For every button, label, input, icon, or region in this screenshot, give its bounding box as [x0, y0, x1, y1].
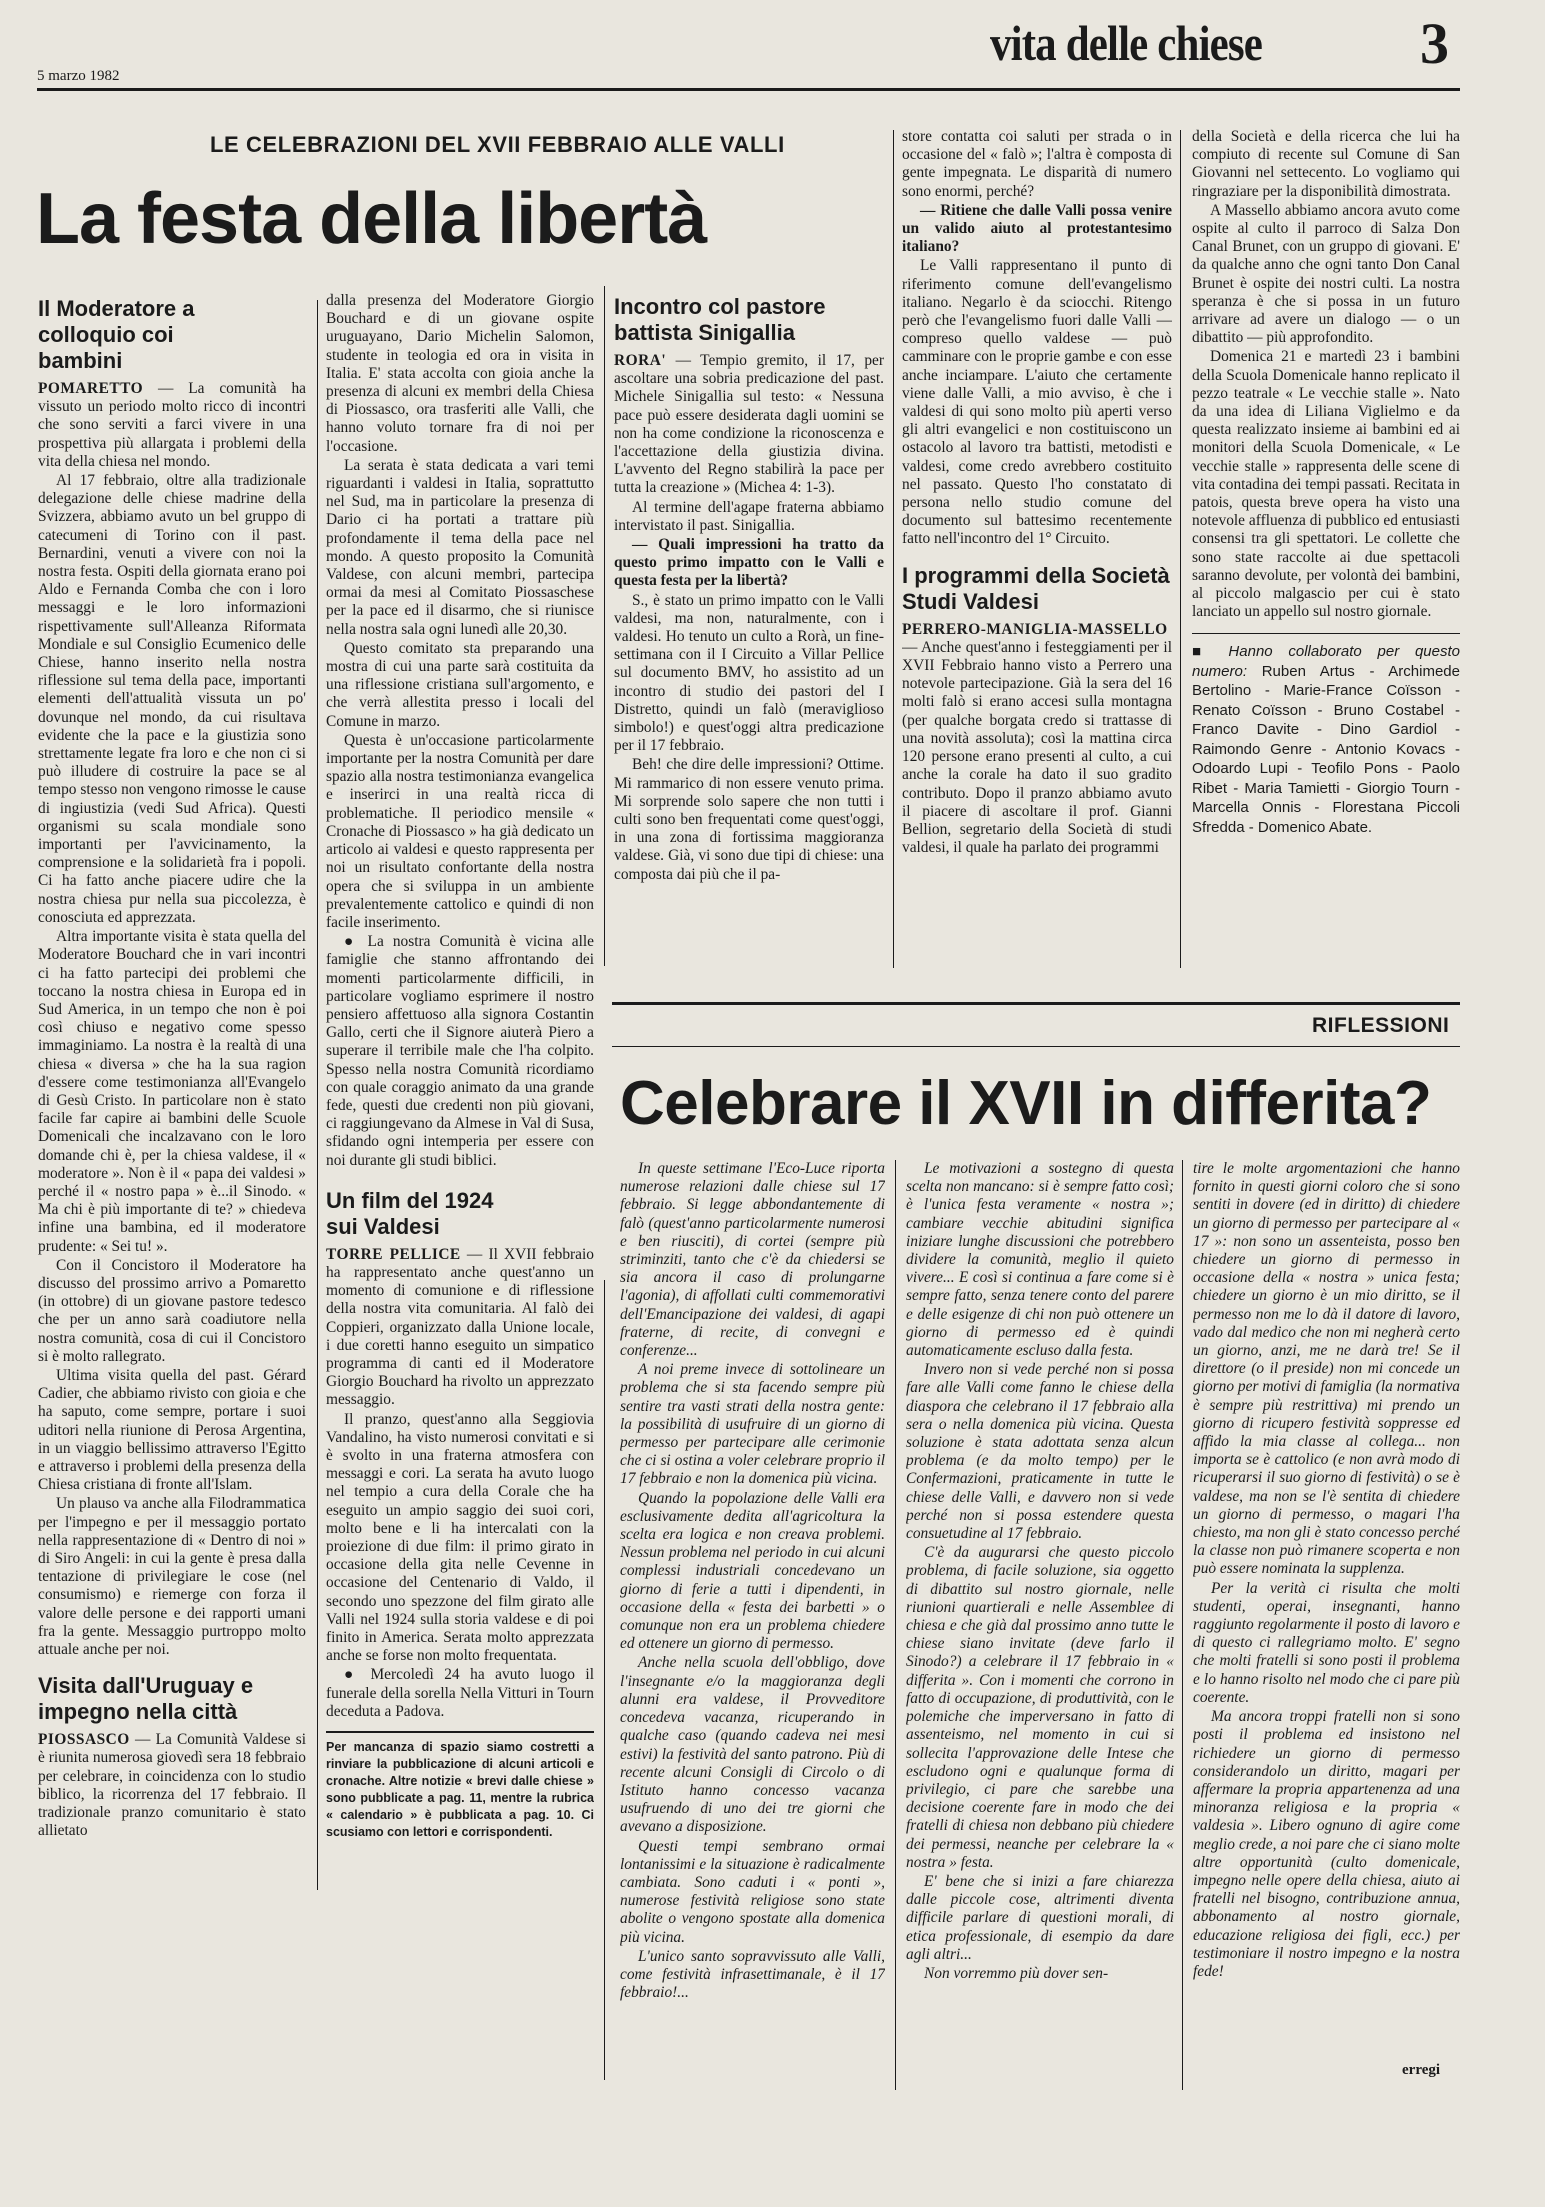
- article-paragraph: Domenica 21 e martedì 23 i bambini della Scuola Domenicale hanno replicato il pezzo teatrale « Le vecchie stalle ». Nato da una idea di Liliana Viglielmo e da questa realizzato insieme ai bambini ed ai monitori della Scuola Domenicale, « Le vecchie stalle » rappresenta delle scene di vita contadina dei tempi passati. Recitata in patois, questa breve opera ha visto una notevole affluenza di pubblico ed entusiasti consensi tra gli spettatori. Le collette che sono state raccolte ai due spettacoli saranno devolute, per volontà dei bambini, al piccolo malgascio per cui è stato lanciato un appello sul nostro giornale.: [1192, 348, 1460, 621]
- kicker: LE CELEBRAZIONI DEL XVII FEBBRAIO ALLE VALLI: [210, 132, 785, 157]
- column-rule: [1180, 130, 1181, 968]
- column-rule: [604, 1280, 605, 2080]
- article-paragraph: La serata è stata dedicata a vari temi riguardanti i valdesi in Italia, soprattutto nel Sud, ma in particolare la presenza di Dario ci ha portati a trattare più profondamente il tema della pace nel mondo. A questo proposito la Comunità Valdese, con alcuni membri, partecipa ormai da mesi al Comitato Piossaschese per la pace ed il disarmo, che si riunisce nella nostra sala ogni lunedì alle 20,30.: [326, 456, 594, 638]
- article-sinigallia: [614, 290, 884, 980]
- article-question: — Quali impressioni ha tratto da questo primo impatto con le Valli e questa festa per la libertà?: [614, 536, 884, 590]
- article-paragraph: Con il Concistoro il Moderatore ha discusso del prossimo arrivo a Pomaretto (in ottobre) di un giovane pastore tedesco che per un anno sarà coadiutore nella nostra comunità, cosa di cui il Concistoro si è molto rallegrato.: [38, 1256, 306, 1365]
- article-paragraph: Un plauso va anche alla Filodrammatica per l'impegno e per il messaggio portato nella rappresentazione di « Dentro di noi » di Siro Angeli: in cui la gente è presa dalla tentazione di privilegiare le cose (nel consumismo) e riemerge con forza il valore delle persone e dei rapporti umani fra la gente. Messaggio purtroppo molto attuale anche per noi.: [38, 1495, 306, 1659]
- section-title: vita delle chiese: [990, 15, 1262, 71]
- headline: La festa della libertà: [36, 179, 707, 259]
- article-paragraph: L'unico santo sopravvissuto alle Valli, come festività infrasettimanale, è il 17 febbraio!...: [620, 1947, 885, 2002]
- article-paragraph: Le Valli rappresentano il punto di riferimento comune dell'evangelismo italiano. Negarlo è da sciocchi. Ritengo però che l'evangelismo fuori dalle Valli — compreso quello valdese — può camminare con le proprie gambe e con esse anche inciampare. L'aiuto che certamente viene dalle Valli, a mio avviso, è che i valdesi di qui sono molto più aperti verso gli altri evangelici e non costituiscono un ostacolo al lavoro tra battisti, metodisti e valdesi, come credo avrebbero costituito nel passato. Questo l'ho constatato di persona nello studio comune del documento sul battesimo recentemente fatto nell'incontro del 1° Circuito.: [902, 257, 1172, 548]
- article-paragraph: Beh! che dire delle impressioni? Ottime. Mi rammarico di non essere venuto prima. Mi sorprende solo sapere che non tutti i culti sono ben frequentati come quest'oggi, in una zona di fortissima maggioranza valdese. Già, vi sono due tipi di chiese: una composta dai più che il pa-: [614, 756, 884, 883]
- article-paragraph: POMARETTO — La comunità ha vissuto un periodo molto ricco di incontri che sono serviti a farci vivere in una prospettiva più allargata i problemi della vita della chiesa nel mondo.: [38, 380, 306, 470]
- article-paragraph: TORRE PELLICE — Il XVII febbraio ha rappresentato anche quest'anno un momento di comunione e di riflessione della nostra vita comunitaria. Al falò dei Coppieri, organizzato dalla Unione locale, i due coretti hanno eseguito un simpatico programma di canti ed il Moderatore Giorgio Bouchard ha rivolto un apprezzato messaggio.: [326, 1245, 594, 1409]
- article-title: Il Moderatore a colloquio coi bambini: [38, 296, 195, 373]
- article-title: Incontro col pastore battista Sinigallia: [614, 294, 826, 345]
- column-rule: [317, 300, 318, 1890]
- section-rule: [612, 1002, 1460, 1005]
- article-paragraph: PIOSSASCO — La Comunità Valdese si è riunita numerosa giovedì sera 18 febbraio per celebrare, in coincidenza con lo studio biblico, la ricorrenza del 17 febbraio. Il tradizionale pranzo comunitario è stato allietato: [38, 1731, 306, 1840]
- collab-rule: [1192, 633, 1460, 634]
- column-rule: [1182, 1160, 1183, 2090]
- article-paragraph: store contatta coi saluti per strada o in occasione del « falò »; l'altra è composta di gente impegnata. Le disparità di numero sono enormi, perché?: [902, 128, 1172, 200]
- riflessioni-col2: [906, 1160, 1174, 2080]
- riflessioni-headline: Celebrare il XVII in differita?: [620, 1069, 1432, 1138]
- page-number: 3: [1420, 11, 1449, 76]
- dateline: POMARETTO: [38, 380, 144, 397]
- dateline: TORRE PELLICE: [326, 1245, 461, 1263]
- article-paragraph: Questo comitato sta preparando una mostra di cui una parte sarà costituita da una riflessione cristiana sull'argomento, e che verrà allestita presso i locali del Comune in marzo.: [326, 639, 594, 730]
- article-paragraph: della Società e della ricerca che lui ha compiuto di recente sul Comune di San Giovanni nel settecento. Lo vogliamo qui ringraziare per la disponibilità dimostrata.: [1192, 128, 1460, 200]
- article-title: Un film del 1924 sui Valdesi: [326, 1187, 494, 1239]
- article-paragraph: Il pranzo, quest'anno alla Seggiovia Vandalino, ha visto numerosi convitati e si è svolto in una fraterna atmosfera con messaggi e cori. La serata ha avuto luogo nel tempio a cura della Corale che ha eseguito un ampio saggio dei suoi cori, molto bene e li ha intercalati con la proiezione di due film: il primo girato in occasione della gita nelle Cevenne in occasione del Centenario di Valdo, il secondo uno spezzone del film girato alle Valli nel 1924 sulla storia valdese e di poi finito in America. Serata molto apprezzata anche se forse non molto frequentata.: [326, 1410, 594, 1665]
- riflessioni-col1: [620, 1160, 885, 2080]
- article-title: I programmi della Società Studi Valdesi: [902, 562, 1170, 614]
- article-question: — Ritiene che dalle Valli possa venire un valido aiuto al protestantesimo italiano?: [902, 201, 1172, 256]
- column-rule: [604, 286, 605, 966]
- article-paragraph: Questa è un'occasione particolarmente importante per la nostra Comunità per dare spazio alla nostra testimonianza evangelica e inserirci in una realtà ricca di problematiche. Il periodico mensile « Cronache di Piossasco » ha già dedicato un articolo ai valdesi e questo rappresenta per noi un risultato confortante della nostra opera che si sviluppa in un ambiente prevalentemente cattolico e quindi di non facile inserimento.: [326, 731, 594, 931]
- article-paragraph: Anche nella scuola dell'obbligo, dove l'insegnante e/o la maggioranza degli alunni era valdese, il Provveditore concedeva vacanza, ricuperando in qualche caso (quando cadeva nei mesi estivi) la festività del santo patrono. Più di recente alcuni Consigli di Circolo o di Istituto hanno concesso vacanza usufruendo di uno dei tre giorni che avevano a disposizione.: [620, 1654, 885, 1836]
- article-moderatore: [38, 292, 306, 2082]
- article-paragraph: Quando la popolazione delle Valli era esclusivamente dedita all'agricoltura la scelta era logica e non creava problemi. Nessun problema nel periodo in cui alcuni complessi industriali concedevano un giorno di ferie a tutti i dipendenti, in occasione della « festa dei barbetti » o comunque non era un problema chiedere ed ottenere un giorno di permesso.: [620, 1489, 885, 1653]
- article-paragraph: RORA' — Tempio gremito, il 17, per ascoltare una sobria predicazione del past. Michele Sinigallia sul testo: « Nessuna pace può essere desiderata dagli uomini se non ha come condizione la riconoscenza e l'accettazione della giustizia divina. L'avvento del Regno stabilirà la pace per tutta la creazione » (Michea 4: 1-3).: [614, 352, 884, 497]
- article-paragraph: A Massello abbiamo ancora avuto come ospite al culto il parroco di Salza Don Canal Brunet, con un gruppo di giovani. E' da qualche anno che ogni tanto Don Canal Brunet è ospite dei nostri culti. La nostra speranza è che si possa in un futuro arrivare ad avere un dialogo — o un dibattito — più approfondito.: [1192, 201, 1460, 347]
- article-sinigallia-cont: [902, 128, 1172, 978]
- article-paragraph: Al termine dell'agape fraterna abbiamo intervistato il past. Sinigallia.: [614, 498, 884, 534]
- article-paragraph: A noi preme invece di sottolineare un problema che si sta facendo sempre più sentire tra vasti strati della nostra gente: la possibilità di usufruire di un giorno di permesso per partecipare alle cerimonie che ci si ostina a voler celebrare proprio il 17 febbraio e non la domenica più vicina.: [620, 1361, 885, 1488]
- article-paragraph: Ultima visita quella del past. Gérard Cadier, che abbiamo rivisto con gioia e che ha saputo, come sempre, portare i suoi uditori nella riunione di Perosa Argentina, in un viaggio bellissimo attraverso l'Egitto e attraverso i problemi della presenza della Chiesa cristiana di fronte all'Islam.: [38, 1366, 306, 1494]
- article-paragraph: Altra importante visita è stata quella del Moderatore Bouchard che in vari incontri ci ha fatto partecipi dei problemi che toccano la nostra chiesa in Europa ed in Sud America, in un tempo che non è poi così chiuso e negativo come spesso immaginiamo. La nostra è la realtà di una chiesa « diversa » che ha la sua ragion d'essere come testimonianza all'Evangelo di Gesù Cristo. In particolare non è stato facile far capire ai bambini delle Scuole Domenicali che incalzavano con le loro domande chi è, per la chiesa valdese, il « moderatore ». Non è il « papa dei valdesi » perché il « nostro papa » è...il Sinodo. « Ma chi è più importante di te? » chiedeva infine una bambina, ed il moderatore prudente: « Sei tu! ».: [38, 928, 306, 1255]
- box-rule: [326, 1731, 594, 1733]
- article-paragraph: tire le molte argomentazioni che hanno fornito in questi giorni coloro che si sono sentiti in dovere (ed in diritto) di chiedere un giorno di permesso per partecipare al « 17 »: non sono un assenteista, posso ben chiedere un giorno di permesso in occasione della « nostra » unica festa; chiedere un giorno è un mio diritto, se il permesso non me lo dà il datore di lavoro, vado dal medico che non mi negherà certo un giorno, anzi, me ne darà tre! Se il direttore (o il preside) non mi concede un giorno per motivi di famiglia (la normativa è sempre più restrittiva) mi prendo un giorno di ricupero festività soppresse ed affido la mia classe al collega... non importa se è cattolico (e non avrà modo di ricuperarsi il suo giorno di festività) o se è valdese, ma non se l'è sentita di chiedere un giorno di permesso, o magari l'ha chiesto, ma non gli è stato concesso perché la classe non può rimanere scoperta e non può essere nominata la supplenza.: [1193, 1160, 1460, 1578]
- editorial-note: Per mancanza di spazio siamo costretti a rinviare la pubblicazione di alcuni articoli e cronache. Altre notizie « brevi dalle chiese » sono pubblicate a pag. 11, mentre la rubrica « calendario » è pubblicata a pag. 10. Ci scusiamo con lettori e corrispondenti.: [326, 1740, 594, 1840]
- riflessioni-label: RIFLESSIONI: [1312, 1014, 1450, 1037]
- issue-date: 5 marzo 1982: [37, 68, 120, 84]
- article-paragraph: dalla presenza del Moderatore Giorgio Bouchard e di un giovane ospite uruguayano, Dario Michelin Salomon, studente in teologia ed ora in visita in Italia. E' stata accolta con gioia anche la presenza di alcuni ex membri della Chiesa di Piossasco, ora trasferiti alle Valli, che hanno voluto tornare fra di noi per l'occasione.: [326, 292, 594, 455]
- section-rule: [612, 1046, 1460, 1047]
- riflessioni-col3: [1193, 1160, 1460, 2060]
- dateline: PERRERO-MANIGLIA-MASSELLO: [902, 620, 1168, 638]
- article-uruguay: [326, 292, 594, 2092]
- dateline: RORA': [614, 352, 667, 369]
- collaborators: ■ Hanno collaborato per questo numero: Ruben Artus - Archimede Bertolino - Marie-France Coïsson - Renato Coïsson - Bruno Costabel - Franco Davite - Dino Gardiol - Raimondo Genre - Antonio Kovacs - Odoardo Lupi - Teofilo Pons - Paolo Ribet - Maria Tamietti - Giorgio Tourn - Marcella Onnis - Florestana Piccoli Sfredda - Domenico Abate.: [1192, 643, 1460, 836]
- header-rule: [37, 88, 1460, 91]
- article-paragraph: S., è stato un primo impatto con le Valli valdesi, ma non, naturalmente, con i valdesi. Ho tenuto un culto a Rorà, un fine-settimana con il I Circuito a Villar Pellice sul documento BMV, ho assistito ad un incontro di studio dei pastori del I Distretto, quindi un falò (meraviglioso simbolo!) e quest'oggi altra predicazione per il 17 febbraio.: [614, 591, 884, 755]
- article-paragraph: E' bene che si inizi a fare chiarezza dalle piccole cose, altrimenti diventa difficile parlare di questioni morali, di etica professionale, di esempio da dare agli altri...: [906, 1872, 1174, 1963]
- article-studi-cont: [1192, 128, 1460, 978]
- article-paragraph: PERRERO-MANIGLIA-MASSELLO — Anche quest'anno i festeggiamenti per il XVII Febbraio hanno visto a Perrero una notevole partecipazione. Già la sera del 16 molti falò si erano accesi sulla montagna (per qualche borgata credo si trattasse di una novità assoluta); così la mattina circa 120 persone erano presenti al culto, a cui anche la corale ha dato il suo gradito contributo. Dopo il pranzo abbiamo avuto il piacere di ascoltare il prof. Gianni Bellion, segretario della Società di studi valdesi, il quale ha parlato dei programmi: [902, 620, 1172, 857]
- article-paragraph: Per la verità ci risulta che molti studenti, operai, insegnanti, hanno raggiunto regolarmente il posto di lavoro e di questo ci rallegriamo molto. E' segno che molti fratelli si sono posti il problema e lo hanno risolto nel modo che ci pare più coerente.: [1193, 1579, 1460, 1706]
- article-paragraph: ● La nostra Comunità è vicina alle famiglie che stanno affrontando dei momenti particolarmente difficili, in particolare vogliamo esprimere il nostro pensiero affettuoso alla signora Costantin Gallo, certi che il Signore aiuterà Piero a superare il terribile male che l'ha colpito. Spesso nella nostra Comunità ricordiamo con quale coraggio animato da una grande fede, questi due credenti non più giovani, ci raggiungevano da Almese in Val di Susa, sfidando ogni intemperia per essere con noi durante gli studi biblici.: [326, 933, 594, 1169]
- article-paragraph: Le motivazioni a sostegno di questa scelta non mancano: si è sempre fatto così; è l'unica festa veramente « nostra »; cambiare vecchie abitudini significa iniziare lunghe discussioni che potrebbero dividere la comunità, meglio il quieto vivere... E così si continua a fare come si è sempre fatto, senza tenere conto del parere e delle esigenze di chi non può ottenere un giorno di permesso ed è quindi automaticamente escluso dalla festa.: [906, 1160, 1174, 1360]
- article-paragraph: Questi tempi sembrano ormai lontanissimi e la situazione è radicalmente cambiata. Sono caduti i « ponti », numerose festività religiose sono state abolite o vengono spostate alla domenica più vicina.: [620, 1837, 885, 1946]
- article-paragraph: ● Mercoledì 24 ha avuto luogo il funerale della sorella Nella Vitturi in Tourn deceduta a Padova.: [326, 1666, 594, 1720]
- signature: erregi: [1402, 2062, 1441, 2078]
- article-paragraph: Ma ancora troppi fratelli non si sono posti il problema ed insistono nel richiedere un giorno di permesso considerandolo un diritto, magari per affermare la propria appartenenza ad una minoranza religiosa e la propria « valdesia ». Libero ognuno di agire come meglio crede, a noi pare che ci siano molte altre opportunità (culto domenicale, impegno nelle opere della chiesa, aiuto ai fratelli nel bisogno, contribuzione annua, abbonamento al nostro giornale, educazione religiosa dei figli, ecc.) per testimoniare il nostro impegno e la nostra fede!: [1193, 1708, 1460, 1980]
- article-paragraph: Al 17 febbraio, oltre alla tradizionale delegazione delle chiese madrine della Svizzera, abbiamo avuto un bel gruppo di catecumeni di Torino con il past. Bernardini, venuti a vivere con noi la nostra festa. Ospiti della giornata erano poi Aldo e Fernanda Comba che con i loro messaggi e le loro informazioni rispettivamente sull'Alleanza Riformata Mondiale e sul Consiglio Ecumenico delle Chiese, hanno inserito nella nostra riflessione sul tema della pace, importanti elementi dell'attualità vissuta un po' dovunque nel mondo, da cui risultava evidente che la pace e la giustizia sono strettamente legate fra loro e che non ci si può illudere di costruire la pace se al tempo stesso non vengono rimosse le cause di ingiustizia (vedi Sud Africa). Questi organismi su scala mondiale sono importanti per l'avvicinamento, la comprensione e la solidarietà fra i popoli. Ci ha fatto anche piacere udire che la nostra chiesa pur nella sua piccolezza, è conosciuta ed apprezzata.: [38, 472, 306, 926]
- article-paragraph: Invero non si vede perché non si possa fare alle Valli come fanno le chiese della diaspora che celebrano il 17 febbraio alla sera o nella domenica più vicina. Questa soluzione è stata adottata senza alcun problema (e da molto tempo) per le Confermazioni, praticamente in tutte le chiese delle Valli, e davvero non si vede perché non si possa estendere questa consuetudine al 17 febbraio.: [906, 1361, 1174, 1543]
- article-paragraph: C'è da augurarsi che questo piccolo problema, di facile soluzione, sia oggetto di dibattito sul nostro giornale, nelle riunioni quartierali e nelle Assemblee di chiesa e che già dal prossimo anno tutte le chiese siano invitate (deve farlo il Sinodo?) a celebrare il 17 febbraio in « differita ». Con i momenti che corrono in fatto di occupazione, di produttività, con le polemiche che imperversano in fatto di assenteismo, nel momento in cui si sollecita l'approvazione delle Intese che escludono ogni e qualunque forma di privilegio, ci pare che sarebbe una decisione coerente fare in modo che dei fratelli di chiesa non debbano più chiedere dei permessi, neanche per celebrare la « nostra » festa.: [906, 1544, 1174, 1871]
- column-rule: [893, 130, 894, 968]
- article-title: Visita dall'Uruguay e impegno nella città: [38, 1673, 254, 1725]
- article-paragraph: In queste settimane l'Eco-Luce riporta numerose relazioni dalle chiese sul 17 febbraio. Si legge abbondantemente di falò (quest'anno particolarmente numerosi e ben riusciti), di cortei (sempre più striminziti, tanto che c'è da chiedersi se sia ancora il caso di prolungarne l'agonia), di affollati culti commemorativi dell'Emancipazione dei valdesi, di agapi fraterne, di recite, di convegni e conferenze...: [620, 1160, 885, 1360]
- article-paragraph: Non vorremmo più dover sen-: [924, 1964, 1109, 1982]
- square-bullet-icon: ■: [1192, 643, 1229, 661]
- dateline: PIOSSASCO: [38, 1731, 130, 1749]
- column-rule: [895, 1160, 896, 2090]
